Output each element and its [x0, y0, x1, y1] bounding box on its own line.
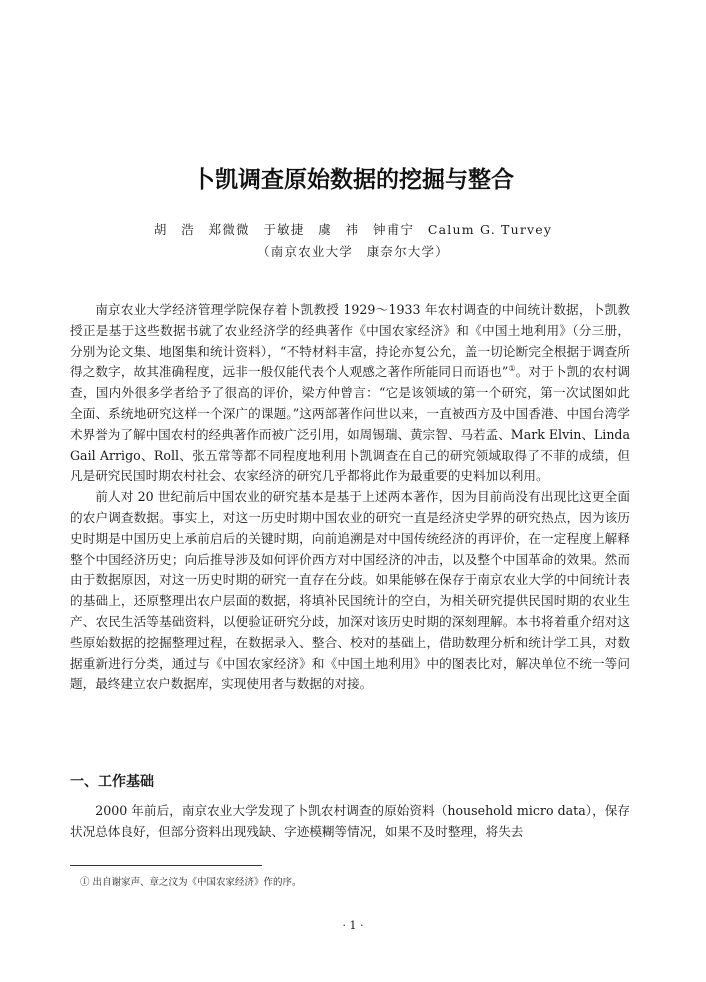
footnote-divider [70, 865, 262, 866]
section-body [70, 801, 630, 843]
paragraph-text: 。对于卜凯的农村调查，国内外很多学者给予了很高的评价，梁方仲曾言：“它是该领域的第一个研究，第一次试图如此全面、系统地研究这样一个深广的课题。”这两部著作问世以来，一直被西方及中国香港、中国台湾学术界誉为了解中国农村的经典著作而被广泛引用，如周锡瑞、黄宗智、马若孟、Mark Elvin、Linda Gail Arrigo、Roll、张五常等都不同程度地利用卜凯调查在自己的研究领域取得了不菲的成绩，但凡是研究民国时期农村社会、农家经济的研究几乎都将此作为最重要的史料加以利用。 [70, 364, 631, 484]
paragraph: 2000 年前后，南京农业大学发现了卜凯农村调查的原始资料（household micro data），保存状况总体良好，但部分资料出现残缺、字迹模糊等情况，如果不及时整理，将失去 [70, 803, 630, 839]
author-list: 胡 浩 郑微微 于敏捷 虞 祎 钟甫宁 Calum G. Turvey [153, 222, 553, 237]
paragraph: 前人对 20 世纪前后中国农业的研究基本是基于上述两本著作，因为目前尚没有出现比这更全面的农户调查数据。事实上，对这一历史时期中国农业的研究一直是经济史学界的研究热点，因为该历史时期是中国历史上承前启后的关键时期，向前追溯是对中国传统经济的再评价，在一定程度上解释整个中国经济历史；向后推导涉及如何评价西方对中国经济的冲击，以及整个中国革命的效果。然而由于数据原因，对这一历史时期的研究一直存在分歧。如果能够在保存于南京农业大学的中间统计表的基础上，还原整理出农户层面的数据，将填补民国统计的空白，为相关研究提供民国时期的农业生产、农民生活等基础资料，以便验证研究分歧，加深对该历史时期的深刻理解。本书将着重介绍对这些原始数据的挖掘整理过程，在数据录入、整合、校对的基础上，借助数理分析和统计学工具，对数据重新进行分类，通过与《中国农家经济》和《中国土地利用》中的图表比对，解决单位不统一等问题，最终建立农户数据库，实现使用者与数据的对接。 [70, 489, 630, 692]
affiliation: （南京农业大学 康奈尔大学） [257, 244, 449, 259]
page-number: · 1 · [342, 919, 364, 932]
intro-body [70, 300, 630, 695]
document-title: 卜凯调查原始数据的挖掘与整合 [192, 167, 514, 193]
section-heading: 一、工作基础 [70, 774, 154, 790]
footnote: ① 出自谢家声、章之汶为《中国农家经济》作的序。 [80, 877, 302, 888]
paragraph [70, 300, 630, 487]
paragraph-text: 南京农业大学经济管理学院保存着卜凯教授 1929～1933 年农村调查的中间统计数据，卜凯教授正是基于这些数据书就了农业经济学的经典著作《中国农家经济》和《中国土地利用》（分三册，分别为论文集、地图集和统计资料），“不特材料丰富，持论亦复公允，盖一切论断完全根据于调查所得之数字，故其准确程度，远非一般仅能代表个人观感之著作所能同日而语也” [70, 302, 630, 380]
footnote-reference[interactable]: ① [508, 364, 516, 374]
